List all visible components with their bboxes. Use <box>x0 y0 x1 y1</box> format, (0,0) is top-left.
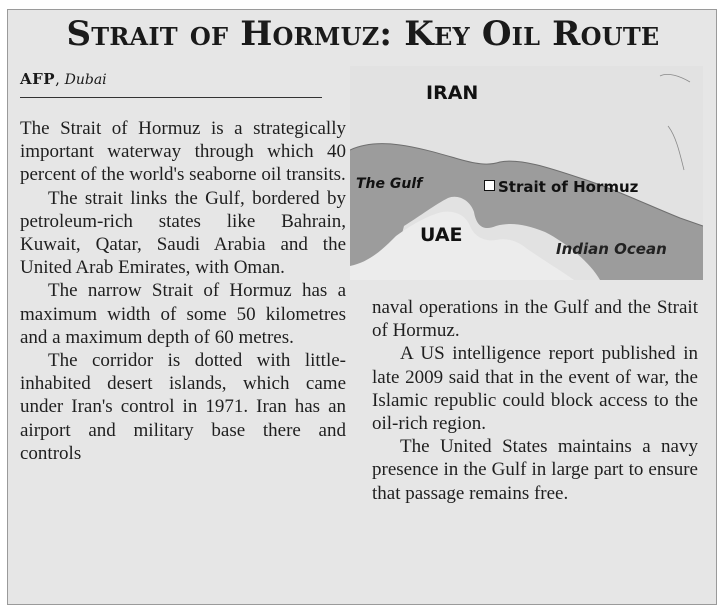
paragraph: The strait links the Gulf, bordered by petroleum-rich states like Bahrain, Kuwait, Qatar, Saudi Arabia and the United Arab Emirates, with Oman. <box>20 187 346 279</box>
byline-agency: AFP <box>20 70 56 88</box>
paragraph: The narrow Strait of Hormuz has a maximum width of some 50 kilometres and a maximum depth of 60 metres. <box>20 280 346 348</box>
paragraph: The United States maintains a navy presence in the Gulf in large part to ensure that passage remains free. <box>372 436 698 504</box>
article-column-1 <box>20 117 346 465</box>
strait-marker-icon <box>484 180 495 191</box>
paragraph: naval operations in the Gulf and the Strait of Hormuz. <box>372 297 698 342</box>
paragraph: The corridor is dotted with little-inhabited desert islands, which came under Iran's control in 1971. Iran has an airport and military base there and controls <box>20 350 346 464</box>
strait-map <box>350 66 703 280</box>
map-label-iran: IRAN <box>426 82 479 104</box>
map-label-uae: UAE <box>420 224 463 246</box>
paragraph: A US intelligence report published in late 2009 said that in the event of war, the Islamic republic could block access to the oil-rich region. <box>372 343 698 435</box>
byline-rule <box>20 97 322 98</box>
byline: AFP, Dubai <box>20 70 107 88</box>
map-label-strait: Strait of Hormuz <box>498 178 639 196</box>
byline-place: Dubai <box>64 72 107 88</box>
map-label-ocean: Indian Ocean <box>556 240 667 258</box>
paragraph: The Strait of Hormuz is a strategically important waterway through which 40 percent of the world's seaborne oil transits. <box>20 118 346 186</box>
article-column-2 <box>372 296 698 505</box>
headline: Strait of Hormuz: Key Oil Route <box>66 14 660 54</box>
map-label-gulf: The Gulf <box>356 176 423 192</box>
